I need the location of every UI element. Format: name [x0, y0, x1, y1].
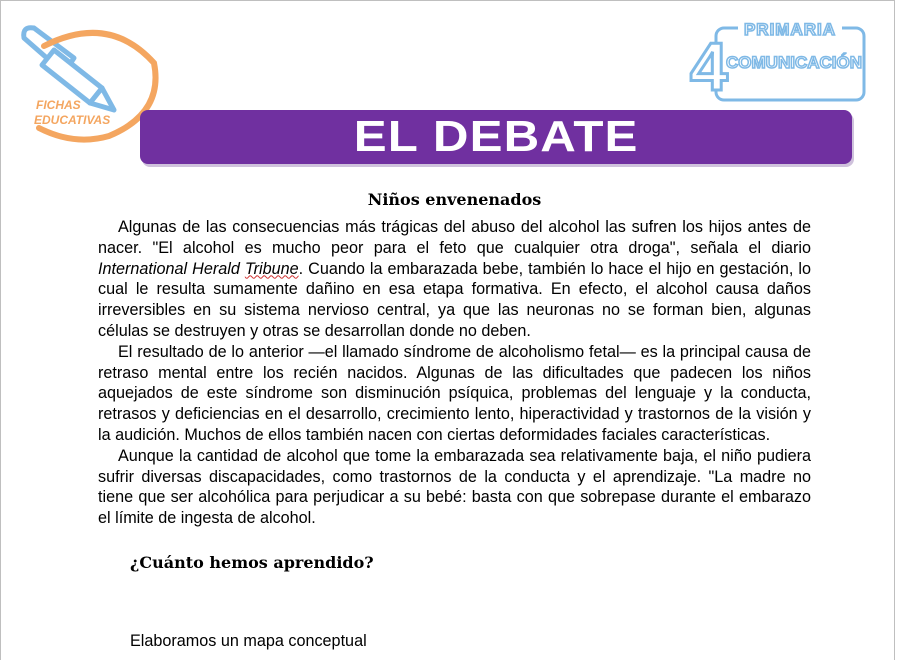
- source-name-part1: International Herald: [98, 259, 245, 278]
- grade-subject-logo: [686, 18, 870, 104]
- page-title: EL DEBATE: [353, 112, 639, 161]
- paragraph-3: Aunque la cantidad de alcohol que tome la embarazada sea relativamente baja, el niño pudiera sufrir diversas discapacidades, como trastornos de la conducta y el aprendizaje. "La madre no tiene que ser alcohólica para perjudicar a su bebé: basta con que sobrepase durante el embarazo el límite de ingesta de alcohol.: [98, 446, 811, 528]
- paragraph-2: El resultado de lo anterior —el llamado síndrome de alcoholismo fetal— es la principal causa de retraso mental entre los recién nacidos. Algunas de las dificultades que padecen los niños aquejados de este síndrome son disminución psíquica, problemas del lenguaje y la conducta, retrasos y deficiencias en el desarrollo, crecimiento lento, hiperactividad y trastornos de la visión y la audición. Muchos de ellos también nacen con ciertas deformidades faciales características.: [98, 342, 811, 444]
- paragraph-1-end: . Cuando la embarazada bebe, también lo hace el hijo en gestación, lo cual le resulta sumamente dañino en esa etapa formativa. En efecto, el alcohol causa daños irreversibles en su sistema nervioso central, ya que las neuronas no se forman bien, algunas células se destruyen y otras se desarrollan donde no deben.: [98, 259, 811, 340]
- article: [98, 190, 811, 572]
- paragraph-1-start: Algunas de las consecuencias más trágicas del abuso del alcohol las sufren los hijos antes de nacer. "El alcohol es mucho peor para el feto que cualquier otra droga", señala el diario: [98, 218, 811, 257]
- logo-grade-number: 4: [690, 29, 728, 104]
- source-name: [98, 260, 299, 278]
- logo-level-text: PRIMARIA: [743, 20, 837, 39]
- paragraph-1: [98, 217, 811, 342]
- section-instruction: Elaboramos un mapa conceptual: [130, 632, 367, 650]
- logo-subject-text: COMUNICACIÓN: [726, 53, 862, 72]
- article-title: Niños envenenados: [367, 190, 542, 209]
- section-heading: ¿Cuánto hemos aprendido?: [130, 552, 374, 572]
- logo-text-line1: FICHAS: [36, 98, 81, 112]
- title-banner: [140, 110, 852, 164]
- source-name-part2: Tribune: [244, 259, 299, 278]
- logo-text-line2: EDUCATIVAS: [34, 113, 111, 127]
